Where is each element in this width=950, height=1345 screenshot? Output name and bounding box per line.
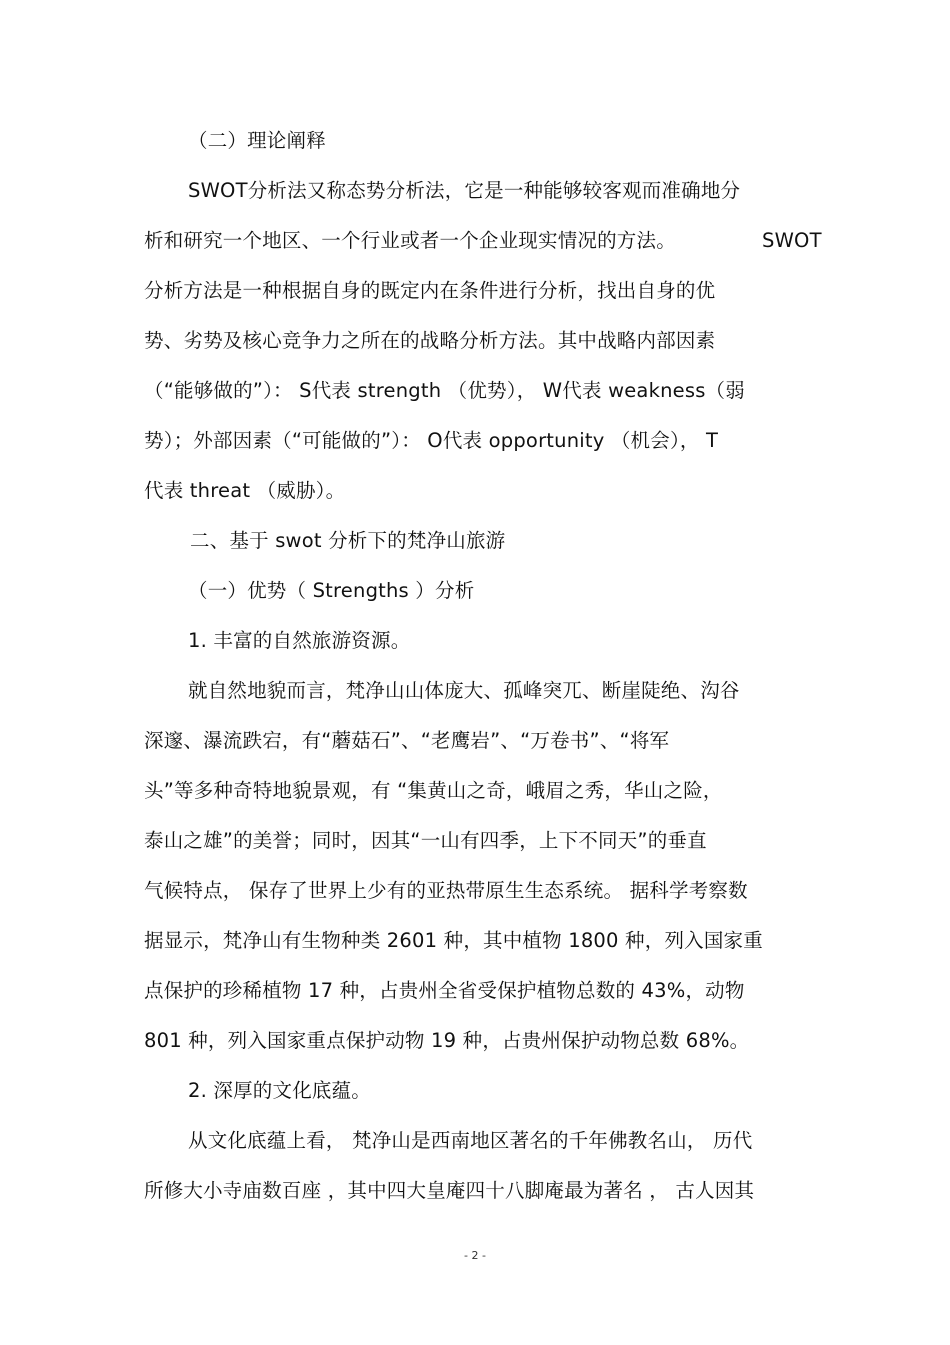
chapter-heading-swot: 二、基于 swot 分析下的梵净山旅游 (190, 529, 506, 552)
page-number: - 2 - (464, 1249, 486, 1262)
paragraph-line: 势、劣势及核心竞争力之所在的战略分析方法。其中战略内部因素 (144, 329, 716, 352)
paragraph-line: 头”等多种奇特地貌景观，有 “集黄山之奇，峨眉之秀，华山之险， (144, 779, 723, 802)
section-heading-theory: （二）理论阐释 (188, 129, 326, 152)
paragraph-line: （“能够做的”）： S代表 strength （优势）， W代表 weakness（弱 (144, 379, 745, 402)
paragraph-line: 分析方法是一种根据自身的既定内在条件进行分析，找出自身的优 (144, 279, 716, 302)
paragraph-line: 就自然地貌而言，梵净山山体庞大、孤峰突兀、断崖陡绝、沟谷 (188, 679, 740, 702)
paragraph-line: 气候特点， 保存了世界上少有的亚热带原生生态系统。 据科学考察数 (144, 879, 748, 902)
paragraph-line: 代表 threat （威胁）。 (144, 479, 346, 502)
paragraph-line: 深邃、瀑流跌宕，有“蘑菇石”、“老鹰岩”、“万卷书”、“将军 (144, 729, 670, 752)
paragraph-line: 从文化底蕴上看， 梵净山是西南地区著名的千年佛教名山， 历代 (188, 1129, 753, 1152)
paragraph-line: 所修大小寺庙数百座 ，其中四大皇庵四十八脚庵最为著名 ， 古人因其 (144, 1179, 755, 1202)
subheading-cultural-heritage: 2. 深厚的文化底蕴。 (188, 1079, 372, 1102)
paragraph-line: 泰山之雄”的美誉；同时，因其“一山有四季，上下不同天”的垂直 (144, 829, 707, 852)
paragraph-line-end: SWOT (762, 229, 822, 252)
paragraph-line: SWOT分析法又称态势分析法，它是一种能够较客观而准确地分 (188, 179, 741, 202)
paragraph-line: 势）；外部因素（“可能做的”）： O代表 opportunity （机会）， T (144, 429, 719, 452)
subheading-natural-resources: 1. 丰富的自然旅游资源。 (188, 629, 411, 652)
paragraph-line: 801 种，列入国家重点保护动物 19 种，占贵州保护动物总数 68%。 (144, 1029, 750, 1052)
paragraph-line: 据显示，梵净山有生物种类 2601 种，其中植物 1800 种，列入国家重 (144, 929, 763, 952)
paragraph-line: 点保护的珍稀植物 17 种，占贵州全省受保护植物总数的 43%，动物 (144, 979, 745, 1002)
section-heading-strengths: （一）优势（ Strengths ）分析 (188, 579, 475, 602)
paragraph-line: 析和研究一个地区、一个行业或者一个企业现实情况的方法。 (144, 229, 676, 252)
